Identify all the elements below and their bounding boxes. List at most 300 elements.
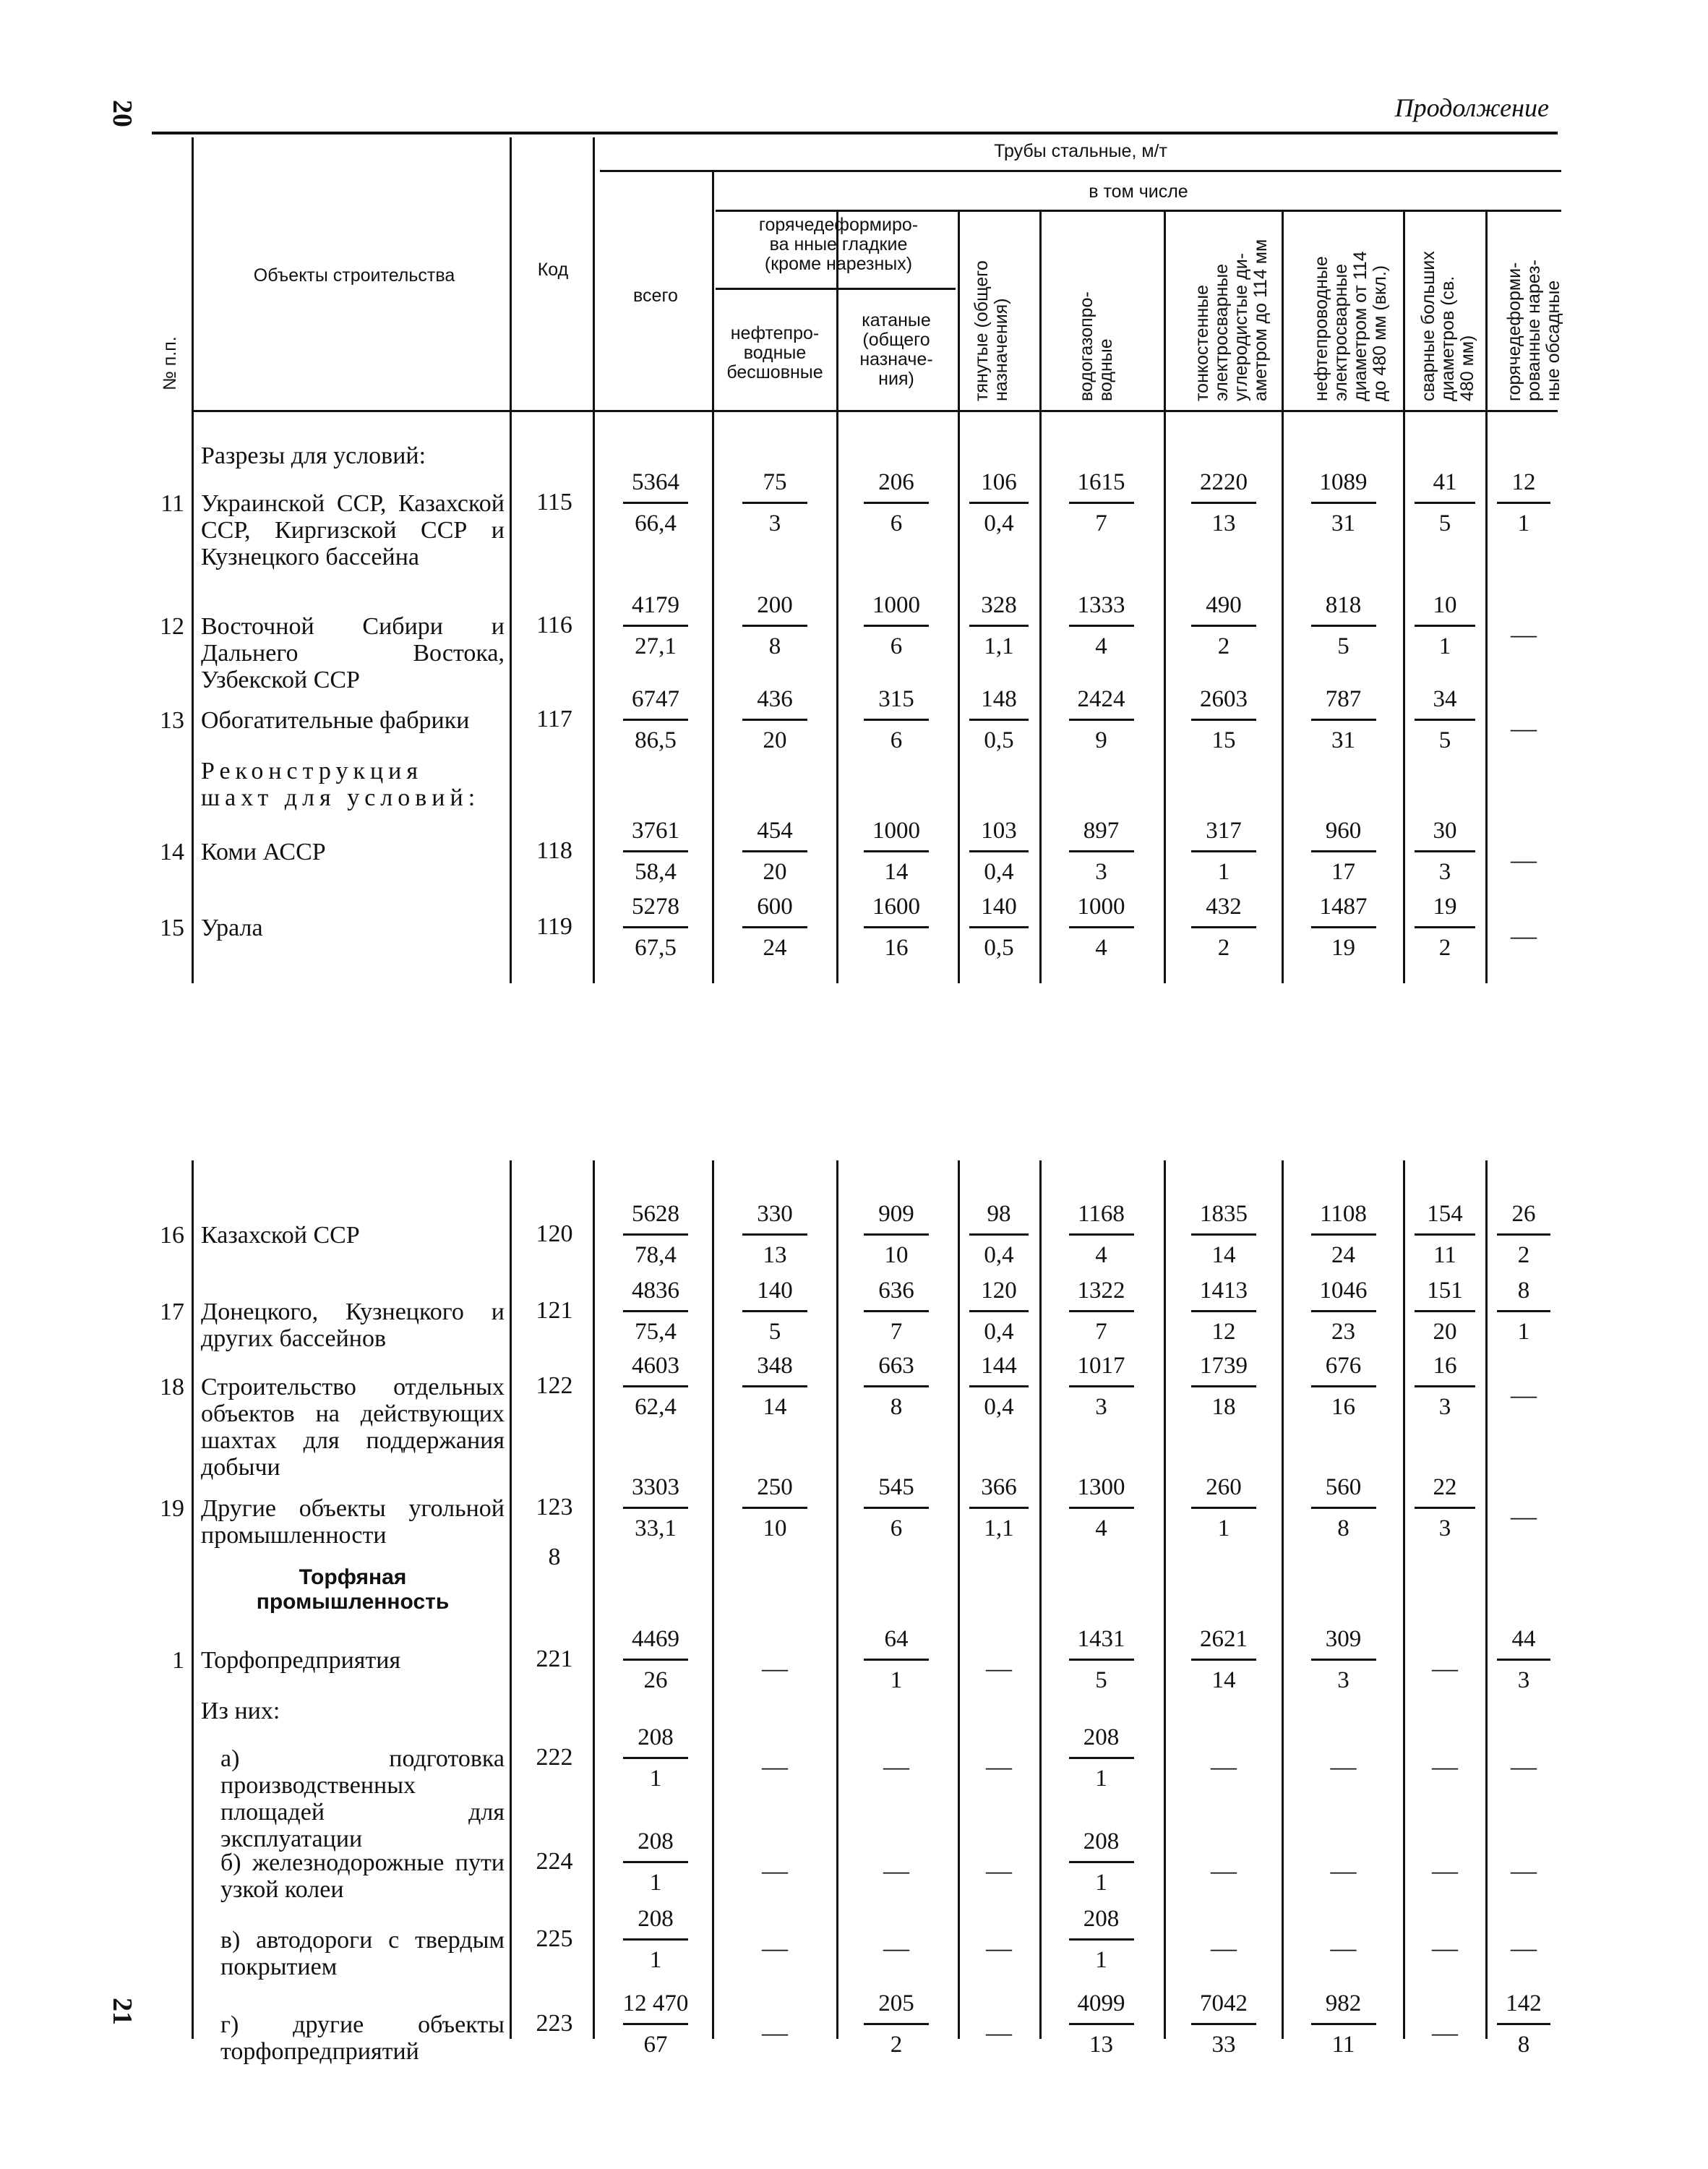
row-code: 119	[536, 913, 572, 940]
cell-fraction	[601, 469, 710, 537]
page-number-bottom: 21	[107, 1998, 137, 2025]
cell-fraction	[601, 1473, 710, 1542]
cell-fraction	[1284, 1625, 1403, 1694]
cell-fraction	[838, 685, 954, 754]
cell-denominator: 75,4	[635, 1319, 677, 1345]
cell-numerator: 75	[763, 469, 787, 495]
cell-fraction	[1405, 893, 1485, 962]
row-name: Восточной Сибири и Дальнего Востока, Узбекской ССР	[201, 613, 505, 693]
cell-denominator: 1	[1517, 510, 1530, 536]
cell-denominator: 2	[1217, 633, 1230, 659]
cell-fraction	[601, 1990, 710, 2058]
cell-dash: —	[1432, 1654, 1458, 1682]
row-number: 12	[160, 613, 184, 640]
pipes-underline	[600, 170, 1561, 172]
cell-denominator: 24	[1331, 1242, 1355, 1268]
column-border	[712, 170, 714, 983]
cell-denominator: 9	[1095, 727, 1107, 753]
cell-denominator: 14	[1211, 1242, 1236, 1268]
cell-numerator: 208	[1083, 1906, 1120, 1932]
cell-denominator: 11	[1433, 1242, 1456, 1268]
cell-numerator: 1322	[1077, 1278, 1125, 1304]
column-border	[192, 1160, 194, 2039]
header-objects: Объекты строительства	[253, 265, 455, 286]
row-number: 13	[160, 707, 184, 734]
cell-denominator: 1,1	[984, 633, 1014, 659]
cell-denominator: 1	[1217, 859, 1230, 885]
cell-denominator: 8	[890, 1394, 903, 1420]
cell-denominator: 13	[1089, 2032, 1113, 2058]
cell-fraction	[1166, 1990, 1282, 2058]
cell-numerator: 897	[1083, 818, 1120, 844]
cell-numerator: 8	[1517, 1278, 1530, 1304]
cell-dash: —	[1511, 620, 1537, 649]
header-hot-casing: горячедеформи- рованные нарез- ные обсадные	[1504, 260, 1563, 401]
cell-denominator: 58,4	[635, 859, 677, 885]
cell-fraction	[601, 893, 710, 962]
cell-fraction	[601, 1352, 710, 1421]
cell-denominator: 2	[1217, 935, 1230, 961]
cell-fraction	[960, 1200, 1038, 1269]
row-name: Разрезы для условий:	[201, 442, 426, 469]
cell-numerator: 250	[757, 1474, 793, 1500]
cell-denominator: 66,4	[635, 510, 677, 536]
cell-numerator: 1835	[1200, 1201, 1248, 1227]
cell-fraction	[1405, 1200, 1485, 1269]
cell-denominator: 20	[763, 859, 787, 885]
cell-fraction	[601, 1200, 710, 1269]
cell-numerator: 148	[981, 686, 1017, 712]
cell-numerator: 454	[757, 818, 793, 844]
cell-denominator: 10	[884, 1242, 909, 1268]
cell-denominator: 0,4	[984, 1242, 1014, 1268]
cell-denominator: 19	[1331, 935, 1355, 961]
cell-denominator: 3	[1517, 1667, 1530, 1693]
row-code: 221	[536, 1646, 573, 1672]
cell-numerator: 208	[638, 1724, 674, 1750]
cell-numerator: 490	[1206, 592, 1242, 618]
cell-fraction	[960, 1352, 1038, 1421]
header-hot-group: горячедеформиро- ва нные гладкие (кроме нарезных)	[758, 215, 919, 274]
cell-denominator: 31	[1331, 510, 1355, 536]
cell-numerator: 676	[1325, 1353, 1362, 1379]
cell-numerator: 98	[987, 1201, 1011, 1227]
cell-dash: —	[1330, 1933, 1357, 1962]
cell-numerator: 12	[1511, 469, 1536, 495]
row-number: 16	[160, 1222, 184, 1249]
cell-denominator: 0,4	[984, 510, 1014, 536]
cell-denominator: 7	[1095, 510, 1107, 536]
cell-fraction	[1405, 817, 1485, 886]
row-code: 121	[536, 1297, 573, 1324]
cell-fraction	[1488, 1277, 1560, 1346]
cell-fraction	[1405, 1352, 1485, 1421]
cell-fraction	[716, 1277, 834, 1346]
cell-fraction	[1042, 817, 1161, 886]
cell-denominator: 0,4	[984, 859, 1014, 885]
cell-numerator: 1046	[1319, 1278, 1368, 1304]
row-name: б) железнодорожные пути узкой колеи	[220, 1849, 505, 1903]
cell-denominator: 0,4	[984, 1319, 1014, 1345]
cell-denominator: 78,4	[635, 1242, 677, 1268]
cell-dash: —	[1511, 1380, 1537, 1409]
cell-denominator: 15	[1211, 727, 1236, 753]
cell-fraction	[1042, 1905, 1161, 1974]
cell-denominator: 16	[1331, 1394, 1355, 1420]
row-number: 1	[172, 1647, 184, 1674]
cell-denominator: 62,4	[635, 1394, 677, 1420]
cell-numerator: 1089	[1319, 469, 1368, 495]
cell-denominator: 24	[763, 935, 787, 961]
cell-numerator: 328	[981, 592, 1017, 618]
row-code: 120	[536, 1220, 573, 1247]
cell-denominator: 8	[1517, 2032, 1530, 2058]
cell-dash: —	[1432, 1933, 1458, 1962]
cell-fraction	[601, 817, 710, 886]
header-total: всего	[633, 286, 678, 306]
cell-numerator: 1168	[1078, 1201, 1125, 1227]
cell-fraction	[1042, 591, 1161, 660]
cell-numerator: 436	[757, 686, 793, 712]
row-name: Торфопредприятия	[201, 1647, 401, 1674]
cell-denominator: 20	[1433, 1319, 1457, 1345]
row-code: 115	[536, 489, 572, 515]
cell-denominator: 1	[1438, 633, 1451, 659]
cell-fraction	[1166, 1473, 1282, 1542]
cell-denominator: 4	[1095, 1242, 1107, 1268]
cell-fraction	[1284, 1200, 1403, 1269]
cell-denominator: 16	[884, 935, 909, 961]
cell-denominator: 3	[1337, 1667, 1349, 1693]
cell-denominator: 67	[643, 2032, 668, 2058]
cell-fraction	[601, 685, 710, 754]
cell-fraction	[1166, 469, 1282, 537]
row-name: Урала	[201, 915, 263, 941]
cell-numerator: 41	[1433, 469, 1457, 495]
cell-fraction	[960, 1473, 1038, 1542]
header-oil-electric: нефтепроводные электросварные диаметром от 114 до 480 мм (вкл.)	[1311, 251, 1390, 401]
cell-dash: —	[762, 1654, 788, 1682]
cell-numerator: 5628	[632, 1201, 679, 1227]
cell-denominator: 33	[1211, 2032, 1236, 2058]
cell-numerator: 317	[1206, 818, 1242, 844]
row-name: в) автодороги с твердым покрытием	[220, 1927, 505, 1980]
cell-fraction	[1405, 1277, 1485, 1346]
cell-fraction	[960, 685, 1038, 754]
cell-fraction	[838, 1200, 954, 1269]
row-code: 225	[536, 1925, 573, 1952]
column-border	[510, 1160, 512, 2039]
cell-numerator: 106	[981, 469, 1017, 495]
cell-numerator: 3303	[632, 1474, 679, 1500]
header-water-gas: водогазопро- водные	[1076, 291, 1116, 401]
cell-dash: —	[1511, 1933, 1537, 1962]
cell-fraction	[1042, 1473, 1161, 1542]
cell-numerator: 5364	[632, 469, 679, 495]
cell-fraction	[1284, 817, 1403, 886]
row-number: 17	[160, 1299, 184, 1325]
cell-denominator: 7	[890, 1319, 903, 1345]
cell-dash: —	[986, 1654, 1012, 1682]
cell-fraction	[1405, 685, 1485, 754]
page-number-top: 20	[107, 100, 137, 127]
cell-numerator: 1600	[872, 894, 920, 920]
cell-numerator: 3761	[632, 818, 679, 844]
row-number: 19	[160, 1495, 184, 1522]
cell-numerator: 600	[757, 894, 793, 920]
cell-numerator: 1615	[1077, 469, 1125, 495]
cell-denominator: 23	[1331, 1319, 1355, 1345]
cell-denominator: 2	[1438, 935, 1451, 961]
cell-numerator: 6747	[632, 686, 679, 712]
row-code: 8	[548, 1544, 561, 1570]
cell-numerator: 103	[981, 818, 1017, 844]
cell-fraction	[1284, 1277, 1403, 1346]
cell-fraction	[1405, 591, 1485, 660]
cell-fraction	[1488, 1625, 1560, 1694]
cell-numerator: 30	[1433, 818, 1457, 844]
row-code: 224	[536, 1848, 573, 1875]
cell-denominator: 18	[1211, 1394, 1236, 1420]
header-oil-seamless: нефтепро- водные бесшовные	[726, 323, 823, 382]
cell-fraction	[838, 893, 954, 962]
cell-numerator: 12 470	[622, 1990, 689, 2016]
cell-dash: —	[762, 1856, 788, 1885]
cell-numerator: 1108	[1320, 1201, 1367, 1227]
cell-denominator: 6	[890, 1515, 903, 1541]
cell-fraction	[601, 1724, 710, 1792]
header-incl: в том числе	[1089, 181, 1188, 202]
cell-denominator: 1,1	[984, 1515, 1014, 1541]
row-number: 11	[160, 490, 184, 517]
cell-numerator: 200	[757, 592, 793, 618]
cell-fraction	[1166, 591, 1282, 660]
cell-dash: —	[1211, 1752, 1237, 1781]
cell-numerator: 545	[878, 1474, 914, 1500]
cell-numerator: 1413	[1200, 1278, 1248, 1304]
cell-denominator: 2	[890, 2032, 903, 2058]
cell-numerator: 26	[1511, 1201, 1536, 1227]
header-thin-wall: тонкостенные электросварные углеродистые ди- аметром до 114 мм	[1192, 239, 1271, 401]
row-name: Донецкого, Кузнецкого и других бассейнов	[201, 1299, 505, 1352]
cell-numerator: 1431	[1077, 1626, 1125, 1652]
cell-numerator: 1300	[1077, 1474, 1125, 1500]
cell-denominator: 14	[884, 859, 909, 885]
cell-fraction	[1284, 685, 1403, 754]
cell-dash: —	[883, 1933, 909, 1962]
cell-fraction	[1042, 469, 1161, 537]
cell-fraction	[1166, 1200, 1282, 1269]
cell-dash: —	[1511, 921, 1537, 950]
cell-numerator: 34	[1433, 686, 1457, 712]
cell-numerator: 348	[757, 1353, 793, 1379]
cell-numerator: 1000	[872, 818, 920, 844]
cell-numerator: 2603	[1200, 686, 1248, 712]
cell-denominator: 1	[1217, 1515, 1230, 1541]
cell-numerator: 1000	[872, 592, 920, 618]
incl-underline	[716, 210, 1561, 212]
row-code: 117	[536, 706, 572, 732]
cell-denominator: 3	[1095, 859, 1107, 885]
cell-numerator: 1487	[1319, 894, 1368, 920]
cell-fraction	[838, 817, 954, 886]
row-code: 116	[536, 612, 572, 638]
header-code: Код	[537, 260, 569, 280]
cell-denominator: 5	[1438, 727, 1451, 753]
cell-numerator: 208	[1083, 1724, 1120, 1750]
column-border	[593, 1160, 595, 2039]
row-code: 122	[536, 1372, 573, 1399]
cell-fraction	[1284, 469, 1403, 537]
header-bottom-rule	[192, 410, 1558, 412]
cell-fraction	[1284, 1473, 1403, 1542]
row-name: Обогатительные фабрики	[201, 707, 470, 734]
cell-fraction	[1166, 1352, 1282, 1421]
cell-dash: —	[1211, 1933, 1237, 1962]
cell-fraction	[716, 685, 834, 754]
cell-numerator: 560	[1325, 1474, 1362, 1500]
cell-fraction	[601, 591, 710, 660]
cell-fraction	[716, 469, 834, 537]
cell-numerator: 909	[878, 1201, 914, 1227]
cell-fraction	[716, 591, 834, 660]
cell-fraction	[716, 1352, 834, 1421]
header-rolled: катаные (общего назначе- ния)	[859, 310, 933, 389]
column-border	[712, 1160, 714, 2039]
cell-fraction	[838, 1473, 954, 1542]
cell-numerator: 2220	[1200, 469, 1248, 495]
cell-numerator: 142	[1506, 1990, 1542, 2016]
header-pipes: Трубы стальные, м/т	[994, 141, 1167, 161]
cell-denominator: 3	[1438, 1394, 1451, 1420]
cell-numerator: 1333	[1077, 592, 1125, 618]
cell-dash: —	[1432, 1856, 1458, 1885]
cell-dash: —	[986, 1752, 1012, 1781]
cell-denominator: 4	[1095, 1515, 1107, 1541]
cell-numerator: 140	[757, 1278, 793, 1304]
row-name: г) другие объекты торфопредприятий	[220, 2011, 505, 2065]
cell-fraction	[1166, 1277, 1282, 1346]
cell-denominator: 13	[1211, 510, 1236, 536]
cell-denominator: 8	[768, 633, 781, 659]
cell-numerator: 22	[1433, 1474, 1457, 1500]
row-number: 15	[160, 915, 184, 941]
cell-fraction	[1488, 469, 1560, 537]
cell-fraction	[838, 1990, 954, 2058]
cell-denominator: 1	[649, 1870, 662, 1896]
cell-dash: —	[1330, 1856, 1357, 1885]
cell-denominator: 0,4	[984, 1394, 1014, 1420]
cell-fraction	[1042, 1625, 1161, 1694]
cell-numerator: 19	[1433, 894, 1457, 920]
cell-denominator: 2	[1517, 1242, 1530, 1268]
cell-denominator: 1	[1517, 1319, 1530, 1345]
cell-dash: —	[1511, 714, 1537, 743]
cell-fraction	[601, 1828, 710, 1896]
cell-numerator: 4603	[632, 1353, 679, 1379]
cell-fraction	[1042, 1200, 1161, 1269]
cell-denominator: 17	[1331, 859, 1355, 885]
cell-fraction	[1042, 893, 1161, 962]
cell-numerator: 4836	[632, 1278, 679, 1304]
cell-denominator: 7	[1095, 1319, 1107, 1345]
cell-numerator: 151	[1427, 1278, 1463, 1304]
cell-numerator: 140	[981, 894, 1017, 920]
cell-fraction	[1042, 1352, 1161, 1421]
cell-denominator: 1	[1095, 1766, 1107, 1792]
cell-numerator: 205	[878, 1990, 914, 2016]
column-border	[192, 137, 194, 983]
cell-numerator: 432	[1206, 894, 1242, 920]
row-number: 14	[160, 839, 184, 865]
cell-denominator: 1	[649, 1766, 662, 1792]
cell-denominator: 3	[1095, 1394, 1107, 1420]
cell-numerator: 7042	[1200, 1990, 1248, 2016]
cell-denominator: 31	[1331, 727, 1355, 753]
row-name: Из них:	[201, 1698, 280, 1724]
cell-denominator: 86,5	[635, 727, 677, 753]
row-name: Казахской ССР	[201, 1222, 360, 1249]
cell-numerator: 4099	[1077, 1990, 1125, 2016]
cell-fraction	[1166, 817, 1282, 886]
cell-fraction	[838, 1277, 954, 1346]
cell-numerator: 44	[1511, 1626, 1536, 1652]
cell-numerator: 1739	[1200, 1353, 1248, 1379]
cell-denominator: 3	[1438, 1515, 1451, 1541]
cell-numerator: 10	[1433, 592, 1457, 618]
cell-numerator: 144	[981, 1353, 1017, 1379]
cell-numerator: 366	[981, 1474, 1017, 1500]
cell-denominator: 6	[890, 727, 903, 753]
row-name: Торфяная промышленность	[256, 1565, 450, 1614]
cell-denominator: 3	[768, 510, 781, 536]
cell-numerator: 315	[878, 686, 914, 712]
cell-denominator: 3	[1438, 859, 1451, 885]
cell-denominator: 1	[1095, 1947, 1107, 1973]
cell-fraction	[716, 893, 834, 962]
cell-fraction	[1284, 591, 1403, 660]
cell-dash: —	[1330, 1752, 1357, 1781]
cell-denominator: 13	[763, 1242, 787, 1268]
cell-fraction	[1042, 1990, 1161, 2058]
cell-denominator: 6	[890, 510, 903, 536]
cell-dash: —	[1432, 1752, 1458, 1781]
cell-dash: —	[1511, 1856, 1537, 1885]
cell-numerator: 1000	[1077, 894, 1125, 920]
cell-numerator: 206	[878, 469, 914, 495]
cell-dash: —	[986, 2018, 1012, 2047]
cell-denominator: 4	[1095, 935, 1107, 961]
cell-fraction	[716, 817, 834, 886]
row-code: 118	[536, 837, 572, 864]
cell-fraction	[1284, 1352, 1403, 1421]
row-name: Другие объекты угольной промышленности	[201, 1495, 505, 1549]
cell-numerator: 818	[1325, 592, 1362, 618]
cell-numerator: 208	[638, 1828, 674, 1854]
cell-dash: —	[883, 1856, 909, 1885]
cell-denominator: 1	[1095, 1870, 1107, 1896]
cell-numerator: 5278	[632, 894, 679, 920]
cell-dash: —	[986, 1856, 1012, 1885]
cell-numerator: 2621	[1200, 1626, 1248, 1652]
cell-numerator: 636	[878, 1278, 914, 1304]
cell-fraction	[601, 1625, 710, 1694]
continuation-label: Продолжение	[1394, 93, 1549, 122]
row-code: 222	[536, 1744, 573, 1771]
cell-denominator: 14	[763, 1394, 787, 1420]
cell-dash: —	[1432, 2018, 1458, 2047]
cell-numerator: 982	[1325, 1990, 1362, 2016]
